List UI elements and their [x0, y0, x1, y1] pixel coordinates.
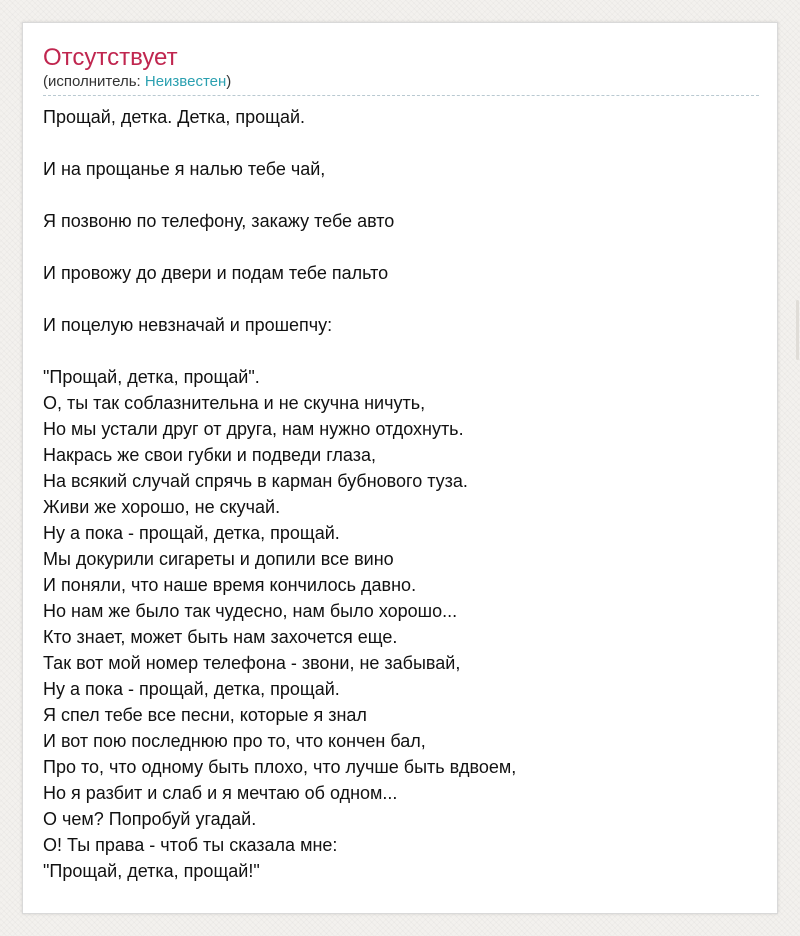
- lyrics-text: [43, 104, 759, 884]
- lyric-line: И провожу до двери и подам тебе пальто: [43, 263, 389, 283]
- lyric-line: Ну а пока - прощай, детка, прощай.: [43, 523, 340, 543]
- lyric-line: Накрась же свои губки и подведи глаза,: [43, 445, 376, 465]
- artist-suffix: ): [226, 73, 232, 90]
- lyric-line: Живи же хорошо, не скучай.: [43, 497, 281, 517]
- lyric-line: О, ты так соблазнительна и не скучна ничуть,: [43, 393, 426, 413]
- artist-line: [43, 73, 231, 91]
- lyric-line: О! Ты права - чтоб ты сказала мне:: [43, 835, 338, 855]
- lyric-blank-line: [43, 130, 759, 156]
- lyric-blank-line: [43, 234, 759, 260]
- lyric-line: Так вот мой номер телефона - звони, не забывай,: [43, 653, 461, 673]
- lyric-line: Но мы устали друг от друга, нам нужно отдохнуть.: [43, 419, 464, 439]
- page-scrollbar[interactable]: [796, 0, 800, 936]
- lyric-line: "Прощай, детка, прощай".: [43, 367, 260, 387]
- lyric-line: Но я разбит и слаб и я мечтаю об одном...: [43, 783, 398, 803]
- lyric-line: И на прощанье я налью тебе чай,: [43, 159, 326, 179]
- lyric-line: И вот пою последнюю про то, что кончен бал,: [43, 731, 426, 751]
- lyric-line: Кто знает, может быть нам захочется еще.: [43, 627, 398, 647]
- lyric-line: О чем? Попробуй угадай.: [43, 809, 257, 829]
- lyric-blank-line: [43, 182, 759, 208]
- lyric-blank-line: [43, 286, 759, 312]
- lyric-line: И поцелую невзначай и прошепчу:: [43, 315, 333, 335]
- lyric-line: И поняли, что наше время кончилось давно.: [43, 575, 417, 595]
- lyric-line: "Прощай, детка, прощай!": [43, 861, 260, 881]
- lyric-line: Про то, что одному быть плохо, что лучше быть вдвоем,: [43, 757, 517, 777]
- lyric-line: Прощай, детка. Детка, прощай.: [43, 107, 306, 127]
- song-title: Отсутствует: [43, 44, 178, 71]
- lyric-line: Я спел тебе все песни, которые я знал: [43, 705, 367, 725]
- lyrics-card: [22, 22, 778, 914]
- artist-prefix: (исполнитель:: [43, 73, 145, 90]
- lyric-line: Ну а пока - прощай, детка, прощай.: [43, 679, 340, 699]
- lyric-line: Мы докурили сигареты и допили все вино: [43, 549, 394, 569]
- scrollbar-thumb[interactable]: [796, 300, 799, 360]
- lyric-line: На всякий случай спрячь в карман бубнового туза.: [43, 471, 468, 491]
- lyric-line: Я позвоню по телефону, закажу тебе авто: [43, 211, 395, 231]
- artist-link[interactable]: Неизвестен: [144, 73, 227, 90]
- lyric-line: Но нам же было так чудесно, нам было хорошо...: [43, 601, 458, 621]
- song-header: [43, 43, 759, 96]
- lyric-blank-line: [43, 338, 759, 364]
